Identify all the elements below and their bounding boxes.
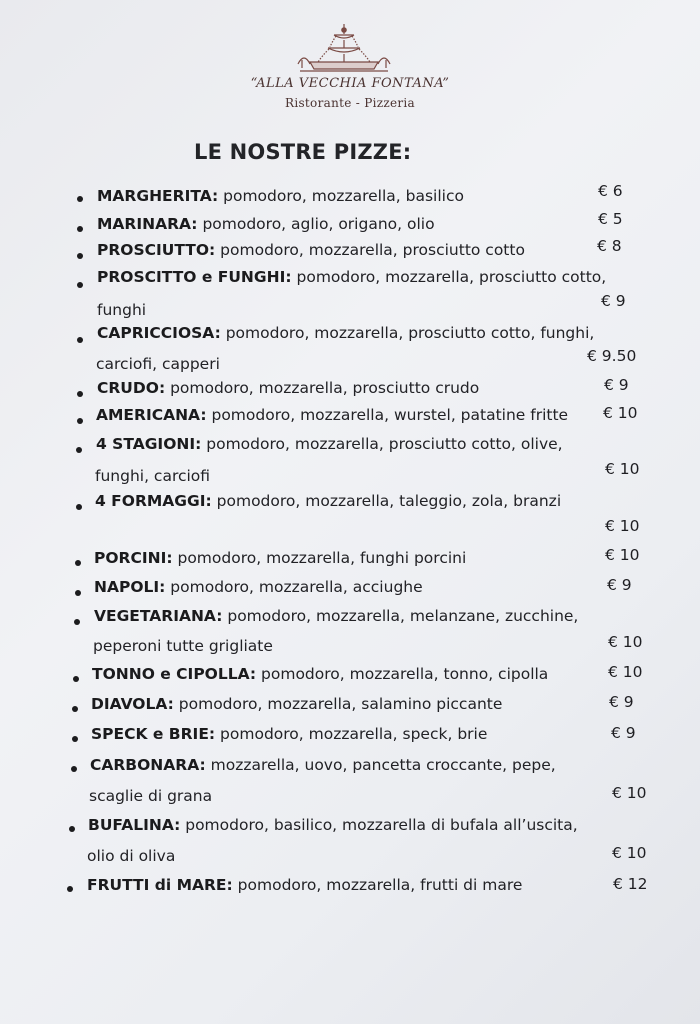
bullet-icon — [72, 736, 78, 742]
item-desc: pomodoro, mozzarella, prosciutto cotto, olive, — [201, 435, 563, 453]
item-desc: pomodoro, mozzarella, basilico — [218, 187, 464, 205]
item-desc-line2: scaglie di grana — [89, 787, 213, 805]
bullet-icon — [77, 391, 83, 397]
bullet-icon — [77, 196, 83, 202]
menu-item-bufalina — [88, 815, 578, 835]
item-desc: pomodoro, aglio, origano, olio — [197, 215, 435, 233]
item-desc: pomodoro, mozzarella, melanzane, zucchine, — [222, 607, 579, 625]
item-desc: pomodoro, mozzarella, acciughe — [165, 578, 423, 596]
menu-item-marinara — [97, 214, 435, 234]
bullet-icon — [75, 560, 81, 566]
item-name: NAPOLI: — [94, 578, 166, 596]
menu-title: LE NOSTRE PIZZE: — [194, 140, 412, 164]
menu-item-tonno-cipolla — [92, 664, 548, 684]
menu-item-proscitto-funghi — [97, 267, 606, 287]
item-price: € 10 — [605, 460, 640, 478]
item-desc: pomodoro, mozzarella, taleggio, zola, branzi — [211, 492, 562, 510]
bullet-icon — [71, 766, 77, 772]
item-desc: pomodoro, mozzarella, wurstel, patatine fritte — [206, 406, 569, 424]
bullet-icon — [76, 447, 82, 453]
item-desc: pomodoro, mozzarella, prosciutto cotto, funghi, — [220, 324, 595, 342]
fountain-logo-icon — [292, 22, 396, 74]
item-price: € 9 — [611, 724, 636, 742]
menu-item-napoli — [94, 577, 423, 597]
item-name: MARINARA: — [97, 215, 198, 233]
item-name: PROSCITTO e FUNGHI: — [97, 268, 292, 286]
item-desc: pomodoro, mozzarella, prosciutto cotto, — [291, 268, 607, 286]
item-price: € 6 — [598, 182, 623, 200]
item-price: € 10 — [612, 784, 647, 802]
menu-item-margherita — [97, 186, 464, 206]
item-name: 4 STAGIONI: — [96, 435, 202, 453]
bullet-icon — [77, 253, 83, 259]
menu-item-capricciosa — [97, 323, 594, 343]
item-price: € 9.50 — [587, 347, 637, 365]
item-desc: pomodoro, mozzarella, salamino piccante — [173, 695, 503, 713]
item-name: PROSCIUTTO: — [97, 241, 216, 259]
item-desc: pomodoro, mozzarella, funghi porcini — [172, 549, 467, 567]
menu-item-speck-brie — [91, 724, 487, 744]
bullet-icon — [77, 282, 83, 288]
menu-item-prosciutto — [97, 240, 525, 260]
item-price: € 9 — [604, 376, 629, 394]
item-desc-line2: olio di oliva — [87, 847, 176, 865]
item-price: € 9 — [601, 292, 626, 310]
menu-item-americana — [96, 405, 568, 425]
item-price: € 10 — [605, 546, 640, 564]
item-desc: pomodoro, mozzarella, prosciutto cotto — [215, 241, 525, 259]
restaurant-name: “ALLA VECCHIA FONTANA” — [250, 76, 450, 91]
item-desc: pomodoro, mozzarella, frutti di mare — [232, 876, 523, 894]
bullet-icon — [74, 619, 80, 625]
item-name: CRUDO: — [97, 379, 166, 397]
item-desc: pomodoro, basilico, mozzarella di bufala all’uscita, — [180, 816, 578, 834]
item-name: DIAVOLA: — [91, 695, 174, 713]
item-desc: pomodoro, mozzarella, tonno, cipolla — [256, 665, 549, 683]
menu-item-porcini — [94, 548, 466, 568]
item-price: € 10 — [608, 633, 643, 651]
menu-item-frutti-di-mare — [87, 875, 522, 895]
item-name: 4 FORMAGGI: — [95, 492, 212, 510]
item-price: € 10 — [612, 844, 647, 862]
bullet-icon — [76, 504, 82, 510]
item-name: MARGHERITA: — [97, 187, 219, 205]
item-price: € 12 — [613, 875, 648, 893]
item-price: € 10 — [608, 663, 643, 681]
item-name: CAPRICCIOSA: — [97, 324, 221, 342]
menu-item-4-formaggi — [95, 491, 561, 511]
menu-item-carbonara — [90, 755, 556, 775]
bullet-icon — [77, 226, 83, 232]
bullet-icon — [69, 826, 75, 832]
item-name: BUFALINA: — [88, 816, 181, 834]
menu-item-vegetariana — [94, 606, 578, 626]
item-name: AMERICANA: — [96, 406, 207, 424]
item-desc-line2: funghi — [97, 301, 147, 319]
item-price: € 9 — [609, 693, 634, 711]
item-desc: mozzarella, uovo, pancetta croccante, pepe, — [205, 756, 556, 774]
bullet-icon — [67, 886, 73, 892]
item-price: € 8 — [597, 237, 622, 255]
item-price: € 9 — [607, 576, 632, 594]
item-name: PORCINI: — [94, 549, 173, 567]
restaurant-subtitle: Ristorante - Pizzeria — [285, 96, 415, 110]
item-desc: pomodoro, mozzarella, speck, brie — [215, 725, 488, 743]
item-name: SPECK e BRIE: — [91, 725, 216, 743]
item-name: CARBONARA: — [90, 756, 206, 774]
item-price: € 10 — [605, 517, 640, 535]
item-price: € 5 — [598, 210, 623, 228]
menu-item-diavola — [91, 694, 502, 714]
bullet-icon — [77, 337, 83, 343]
bullet-icon — [72, 706, 78, 712]
item-desc: pomodoro, mozzarella, prosciutto crudo — [165, 379, 480, 397]
item-price: € 10 — [603, 404, 638, 422]
item-desc-line2: carciofi, capperi — [96, 355, 220, 373]
bullet-icon — [77, 418, 83, 424]
item-name: FRUTTI di MARE: — [87, 876, 233, 894]
item-desc-line2: peperoni tutte grigliate — [93, 637, 273, 655]
item-name: VEGETARIANA: — [94, 607, 223, 625]
item-desc-line2: funghi, carciofi — [95, 467, 211, 485]
menu-item-4-stagioni — [96, 434, 563, 454]
bullet-icon — [75, 590, 81, 596]
bullet-icon — [73, 676, 79, 682]
menu-item-crudo — [97, 378, 479, 398]
item-name: TONNO e CIPOLLA: — [92, 665, 257, 683]
